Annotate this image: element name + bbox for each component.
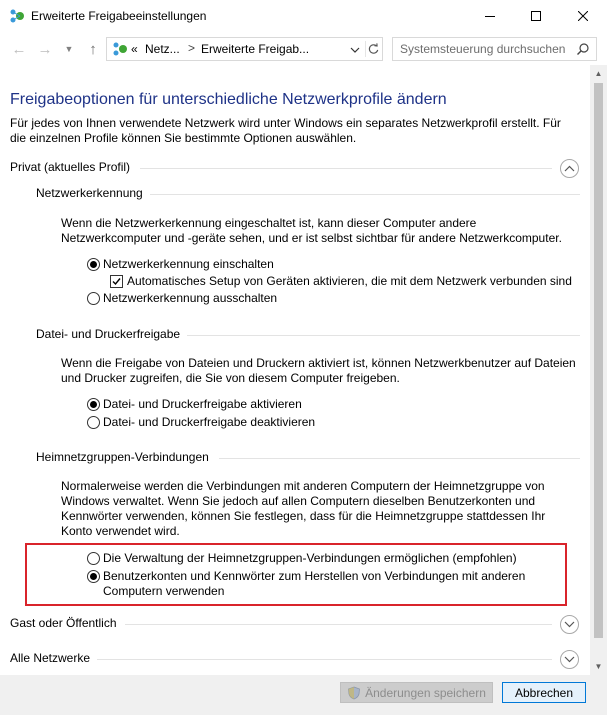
profile-guest-label[interactable]: Gast oder Öffentlich	[10, 616, 117, 630]
auto-setup-label[interactable]: Automatisches Setup von Geräten aktivieren, die mit dem Netzwerk verbunden sind	[127, 274, 572, 288]
chevron-down-icon	[564, 656, 575, 663]
network-discovery-heading: Netzwerkerkennung	[36, 186, 143, 200]
section-divider	[97, 659, 552, 660]
file-printer-off-label[interactable]: Datei- und Druckerfreigabe deaktivieren	[103, 415, 316, 429]
network-app-icon	[9, 8, 25, 24]
file-printer-on-radio[interactable]	[87, 398, 100, 411]
intro-text: Für jedes von Ihnen verwendete Netzwerk wird unter Windows ein separates Netzwerkprofil erstellt. Für die einzelnen Profile können Sie bestimmte Optionen auswählen.	[10, 116, 561, 145]
breadcrumb-advanced-sharing[interactable]: Erweiterte Freigab...	[201, 42, 310, 56]
recent-locations-button[interactable]	[58, 38, 80, 60]
section-divider	[125, 624, 552, 625]
file-printer-off-radio[interactable]	[87, 416, 100, 429]
section-divider	[187, 335, 580, 336]
scroll-up-icon: ▲	[594, 69, 603, 78]
uac-shield-icon	[347, 686, 361, 700]
save-changes-label: Änderungen speichern	[365, 685, 486, 700]
address-bar[interactable]	[106, 37, 383, 61]
navigation-bar	[0, 31, 607, 65]
homegroup-accounts-option[interactable]	[87, 569, 547, 599]
maximize-icon	[531, 11, 541, 21]
forward-button[interactable]	[34, 38, 56, 60]
refresh-icon[interactable]	[365, 41, 381, 57]
homegroup-windows-option[interactable]	[87, 551, 517, 565]
arrow-up-icon: ↑	[89, 40, 97, 58]
breadcrumb-network[interactable]: Netz...	[145, 42, 180, 56]
save-changes-button[interactable]	[340, 682, 493, 703]
minimize-button[interactable]	[467, 0, 513, 31]
button-bar	[0, 675, 607, 715]
expand-guest-button[interactable]	[560, 615, 579, 634]
section-divider	[140, 168, 552, 169]
content-area	[0, 65, 590, 675]
network-discovery-off-label[interactable]: Netzwerkerkennung ausschalten	[103, 291, 278, 305]
network-discovery-off-option[interactable]	[87, 291, 277, 305]
search-input[interactable]	[400, 38, 572, 60]
network-discovery-on-radio[interactable]	[87, 258, 100, 271]
profile-all-label[interactable]: Alle Netzwerke	[10, 651, 91, 665]
homegroup-accounts-label[interactable]: Benutzerkonten und Kennwörter zum Herstellen von Verbindungen mit anderen Computern verwenden	[103, 569, 526, 598]
file-printer-heading: Datei- und Druckerfreigabe	[36, 327, 181, 341]
chevron-down-icon	[564, 621, 575, 628]
breadcrumb-overflow[interactable]: «	[131, 42, 138, 56]
network-discovery-description: Wenn die Netzwerkerkennung eingeschaltet ist, kann dieser Computer andere Netzwerkcomputer und -geräte sehen, und er ist selbst sichtbar für andere Netzwerkcomputer.	[61, 216, 562, 245]
back-button[interactable]	[8, 38, 30, 60]
network-icon	[112, 41, 128, 57]
search-icon[interactable]	[576, 42, 590, 56]
homegroup-description: Normalerweise werden die Verbindungen mit anderen Computern der Heimnetzgruppe von Windows verwaltet. Wenn Sie jedoch auf allen Computern dieselben Benutzerkonten und Kennwörter verwenden, können Sie festlegen, dass für die Heimnetzgruppe stattdessen Ihr Konto verwendet wird.	[61, 479, 546, 538]
homegroup-windows-radio[interactable]	[87, 552, 100, 565]
file-printer-on-option[interactable]	[87, 397, 302, 411]
file-printer-description: Wenn die Freigabe von Dateien und Druckern aktiviert ist, können Netzwerkbenutzer auf Dateien und Drucker zugreifen, die Sie von diesem Computer freigeben.	[61, 356, 576, 385]
checkmark-icon	[111, 276, 122, 287]
profile-private-label[interactable]: Privat (aktuelles Profil)	[10, 160, 131, 174]
maximize-button[interactable]	[513, 0, 559, 31]
cancel-button[interactable]: Abbrechen	[502, 682, 586, 703]
file-printer-on-label[interactable]: Datei- und Druckerfreigabe aktivieren	[103, 397, 302, 411]
file-printer-off-option[interactable]	[87, 415, 315, 429]
window-title: Erweiterte Freigabeeinstellungen	[31, 9, 207, 23]
scrollbar-thumb[interactable]	[594, 83, 603, 638]
title-bar	[0, 0, 607, 31]
scroll-down-icon: ▼	[594, 662, 603, 671]
up-button[interactable]	[82, 38, 104, 60]
network-discovery-on-label[interactable]: Netzwerkerkennung einschalten	[103, 257, 274, 271]
homegroup-heading: Heimnetzgruppen-Verbindungen	[36, 450, 209, 464]
network-discovery-on-option[interactable]	[87, 257, 274, 271]
arrow-right-icon: →	[37, 40, 53, 58]
scroll-down-button[interactable]	[590, 658, 607, 675]
close-button[interactable]	[560, 0, 606, 31]
collapse-private-button[interactable]	[560, 159, 579, 178]
auto-setup-checkbox[interactable]	[110, 275, 123, 288]
vertical-scrollbar[interactable]	[590, 65, 607, 675]
homegroup-windows-label[interactable]: Die Verwaltung der Heimnetzgruppen-Verbindungen ermöglichen (empfohlen)	[103, 551, 517, 565]
breadcrumb-separator[interactable]: >	[188, 41, 196, 55]
section-divider	[219, 458, 580, 459]
search-box[interactable]	[392, 37, 597, 61]
page-title: Freigabeoptionen für unterschiedliche Netzwerkprofile ändern	[10, 91, 447, 108]
expand-all-button[interactable]	[560, 650, 579, 669]
homegroup-accounts-radio[interactable]	[87, 570, 100, 583]
address-dropdown-icon[interactable]	[347, 43, 363, 57]
scroll-up-button[interactable]	[590, 65, 607, 82]
minimize-icon	[485, 11, 495, 21]
chevron-down-icon: ▼	[64, 44, 74, 54]
arrow-left-icon: ←	[11, 40, 27, 58]
chevron-up-icon	[564, 165, 575, 172]
section-divider	[150, 194, 580, 195]
close-icon	[578, 11, 588, 21]
network-discovery-off-radio[interactable]	[87, 292, 100, 305]
auto-setup-option[interactable]	[110, 274, 572, 288]
